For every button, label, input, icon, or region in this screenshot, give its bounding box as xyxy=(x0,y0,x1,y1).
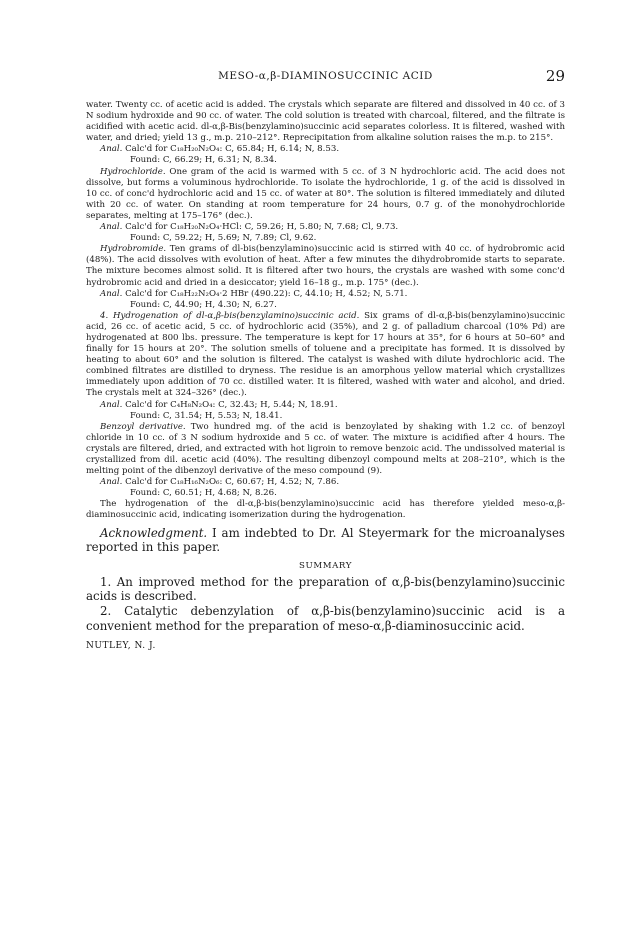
running-title: MESO-α,β-DIAMINOSUCCINIC ACID xyxy=(218,70,433,82)
summary-item-2: 2. Catalytic debenzylation of α,β-bis(benzylamino)succinic acid is a convenient method for the preparation of meso-α,β-diaminosuccinic acid. xyxy=(86,603,565,633)
analysis-lead: Anal. xyxy=(100,144,123,155)
paragraph-conclusion: The hydrogenation of the dl-α,β-bis(benzylamino)succinic acid has therefore yielded meso-α,β-diaminosuccinic acid, indicating isomerization during the hydrogenation. xyxy=(86,499,565,521)
running-header xyxy=(86,67,565,90)
paragraph-benzoyl xyxy=(86,422,565,477)
analysis-lead: Anal. xyxy=(100,399,123,410)
analysis-calc-text: Calc'd for C₁₈H₁₆N₂O₆: C, 60.67; H, 4.52; N, 7.86. xyxy=(122,477,340,488)
summary-heading: SUMMARY xyxy=(298,560,352,571)
hydrochloride-text: One gram of the acid is warmed with 5 cc. of 3 N hydrochloric acid. The acid does not dissolve, but forms a voluminous hydrochloride. To isolate the hydrochloride, 1 g. of the acid is dissolved in 10 cc. of conc'd hydrochloric acid and 15 cc. of water at 80°. The solution is filtered immediately and diluted with 20 cc. of water. On standing at room temperature for 24 hours, 0.7 g. of the monohydrochloride separates, melting at 175–176° (dec.). xyxy=(86,166,565,221)
analysis-found-2: Found: C, 59.22; H, 5.69; N, 7.89; Cl, 9.62. xyxy=(130,233,317,244)
hydrochloride-heading: Hydrochloride. xyxy=(100,166,166,177)
acknowledgment-section xyxy=(86,526,565,555)
acknowledgment-heading: Acknowledgment. xyxy=(100,525,208,540)
analysis-found-4: Found: C, 31.54; H, 5.53; N, 18.41. xyxy=(130,410,283,421)
paragraph-crystallization: water. Twenty cc. of acetic acid is added. The crystals which separate are filtered and dissolved in 40 cc. of 3 N sodium hydroxide and 90 cc. of water. The cold solution is treated with charcoal, filtered, and the filtrate is acidified with acetic acid. dl-α,β-Bis(benzylamino)succinic acid separates colorless. It is filtered, washed with water, and dried; yield 13 g., m.p. 210–212°. Reprecipitation from alkaline solution raises the m.p. to 215°. xyxy=(86,100,565,144)
hydrobromide-heading: Hydrobromide. xyxy=(100,244,167,255)
hydrogenation-text: Six grams of dl-α,β-bis(benzylamino)succinic acid, 26 cc. of acetic acid, 5 cc. of hydrochloric acid (35%), and 2 g. of palladium charcoal (10% Pd) are hydrogenated at 800 lbs. pressure. The temperature is kept for 17 hours at 35°, for 6 hours at 50–60° and finally for 15 hours at 20°. The solution smells of toluene and a precipitate has formed. It is dissolved by heating to about 60° and the solution is filtered. The catalyst is washed with dilute hydrochloric acid. The combined filtrates are distilled to dryness. The residue is an amorphous yellow material which crystallizes immediately upon addition of 70 cc. distilled water. It is filtered, washed with water and alcohol, and dried. The crystals melt at 324–326° (dec.). xyxy=(86,310,565,399)
experimental-section xyxy=(86,100,565,522)
hydrobromide-text: Ten grams of dl-bis(benzylamino)succinic acid is stirred with 40 cc. of hydrobromic acid (48%). The acid dissolves with evolution of heat. After a few minutes the dihydrobromide starts to separate. The mixture becomes almost solid. It is filtered after two hours, the crystals are washed with some conc'd hydrobromic acid and dried in a desiccator; yield 16–18 g., m.p. 175° (dec.). xyxy=(86,244,565,288)
acknowledgment-text: I am indebted to Dr. Al Steyermark for the microanalyses reported in this paper. xyxy=(86,525,565,555)
analysis-calc-4 xyxy=(86,400,565,411)
analysis-calc-text: Calc'd for C₄H₈N₂O₄: C, 32.43; H, 5.44; N, 18.91. xyxy=(122,399,338,410)
analysis-lead: Anal. xyxy=(100,288,123,299)
analysis-calc-text: Calc'd for C₁₈H₂₂N₂O₄·2 HBr (490.22): C, 44.10; H, 4.52; N, 5.71. xyxy=(122,288,408,299)
benzoyl-heading: Benzoyl derivative. xyxy=(100,421,186,432)
paragraph-hydrobromide xyxy=(86,244,565,288)
analysis-calc-3 xyxy=(86,289,565,300)
analysis-found-1: Found: C, 66.29; H, 6.31; N, 8.34. xyxy=(130,155,277,166)
analysis-calc-text: Calc'd for C₁₈H₂₀N₂O₄: C, 65.84; H, 6.14; N, 8.53. xyxy=(122,144,340,155)
analysis-found-5: Found: C, 60.51; H, 4.68; N, 8.26. xyxy=(130,488,277,499)
acknowledgment xyxy=(86,526,565,555)
analysis-calc-5 xyxy=(86,477,565,488)
analysis-calc-2 xyxy=(86,222,565,233)
paragraph-hydrochloride xyxy=(86,167,565,222)
analysis-lead: Anal. xyxy=(100,477,123,488)
paragraph-hydrogenation xyxy=(86,311,565,400)
summary-item-1: 1. An improved method for the preparation of α,β-bis(benzylamino)succinic acids is described. xyxy=(86,574,565,604)
analysis-lead: Anal. xyxy=(100,222,123,233)
page-number: 29 xyxy=(545,67,565,85)
signature-location: NUTLEY, N. J. xyxy=(86,641,156,652)
hydrogenation-heading: 4. Hydrogenation of dl-α,β-bis(benzylamino)succinic acid. xyxy=(100,310,360,321)
analysis-found-3: Found: C, 44.90; H, 4.30; N, 6.27. xyxy=(130,299,277,310)
analysis-calc-1 xyxy=(86,144,565,155)
benzoyl-text: Two hundred mg. of the acid is benzoylated by shaking with 1.2 cc. of benzoyl chloride in 10 cc. of 3 N sodium hydroxide and 5 cc. of water. The mixture is acidified after 4 hours. The crystals are filtered, dried, and extracted with hot ligroin to remove benzoic acid. The undissolved material is crystallized from dil. acetic acid (40%). The resulting dibenzoyl compound melts at 208–210°, which is the melting point of the dibenzoyl derivative of the meso compound (9). xyxy=(86,421,565,477)
summary-section xyxy=(86,575,565,633)
analysis-calc-text: Calc'd for C₁₈H₂₀N₂O₄·HCl: C, 59.26; H, 5.80; N, 7.68; Cl, 9.73. xyxy=(122,222,399,233)
